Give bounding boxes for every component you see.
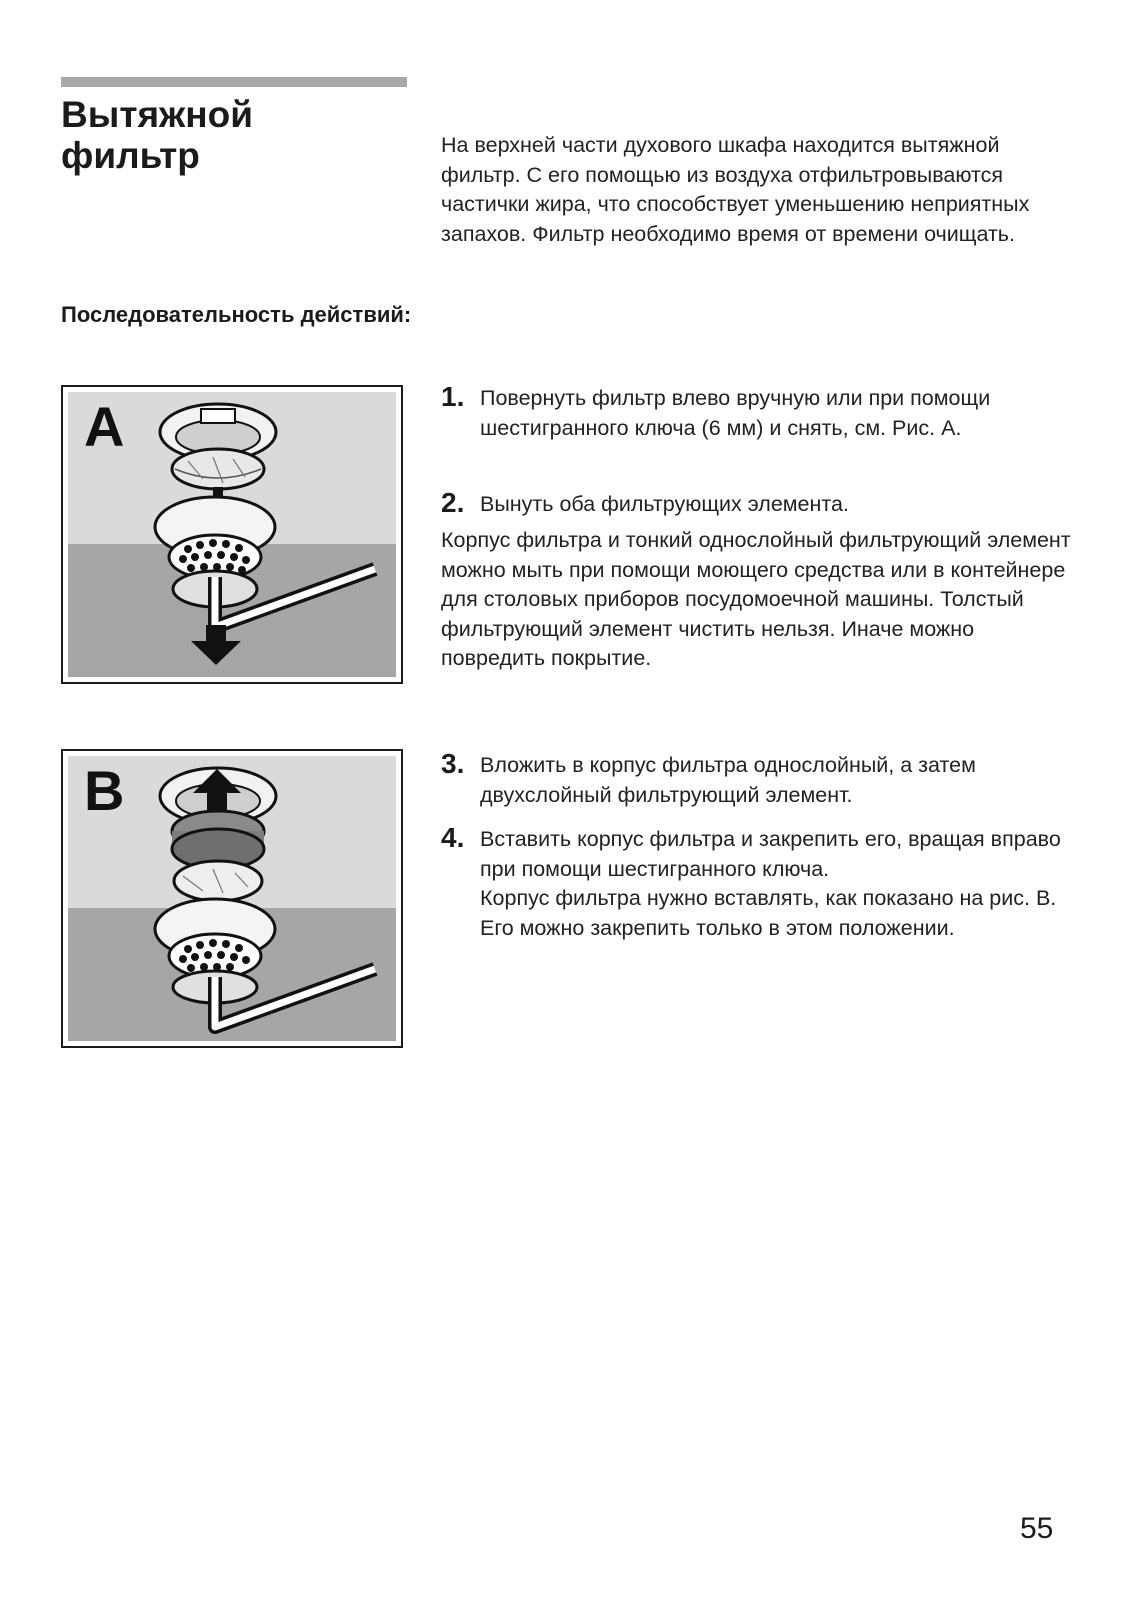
figure-b-label: B (84, 759, 125, 822)
step-text: Вынуть оба фильтрующих элемента. (480, 492, 849, 516)
procedure-heading: Последовательность действий: (61, 302, 412, 327)
step-number: 4. (441, 822, 465, 853)
step-text: Повернуть фильтр влево вручную или при помощи шестигранного ключа (6 мм) и снять, см. Рис. А. (480, 386, 991, 440)
step-number: 2. (441, 487, 465, 518)
step-3 (441, 748, 1081, 810)
cleaning-note: Корпус фильтра и тонкий однослойный фильтрующий элемент можно мыть при помощи моющего средства или в контейнере для столовых приборов посудомоечной машины. Толстый фильтрующий элемент чистить нельзя. Иначе можно повредить покрытие. (441, 528, 1071, 670)
figure-a-label: A (84, 395, 125, 458)
figure-b (61, 749, 403, 1048)
step-note: Корпус фильтра нужно вставлять, как показано на рис. В. Его можно закрепить только в этом положении. (480, 886, 1057, 940)
step-number: 1. (441, 381, 465, 412)
intro-paragraph: На верхней части духового шкафа находится вытяжной фильтр. С его помощью из воздуха отфильтровываются частички жира, что способствует уменьшению неприятных запахов. Фильтр необходимо время от времени очищать. (441, 133, 1030, 246)
step-1 (441, 381, 1081, 443)
step-2 (441, 487, 1081, 520)
page-number: 55 (1020, 1512, 1054, 1545)
section-rule (61, 77, 407, 87)
step-text: Вложить в корпус фильтра однослойный, а затем двухслойный фильтрующий элемент. (480, 753, 976, 807)
step-number: 3. (441, 748, 465, 779)
step-4 (441, 822, 1081, 943)
section-title: Вытяжной фильтр (61, 94, 253, 176)
step-text: Вставить корпус фильтра и закрепить его, вращая вправо при помощи шестигранного ключа. (480, 827, 1061, 881)
figure-a (61, 385, 403, 684)
